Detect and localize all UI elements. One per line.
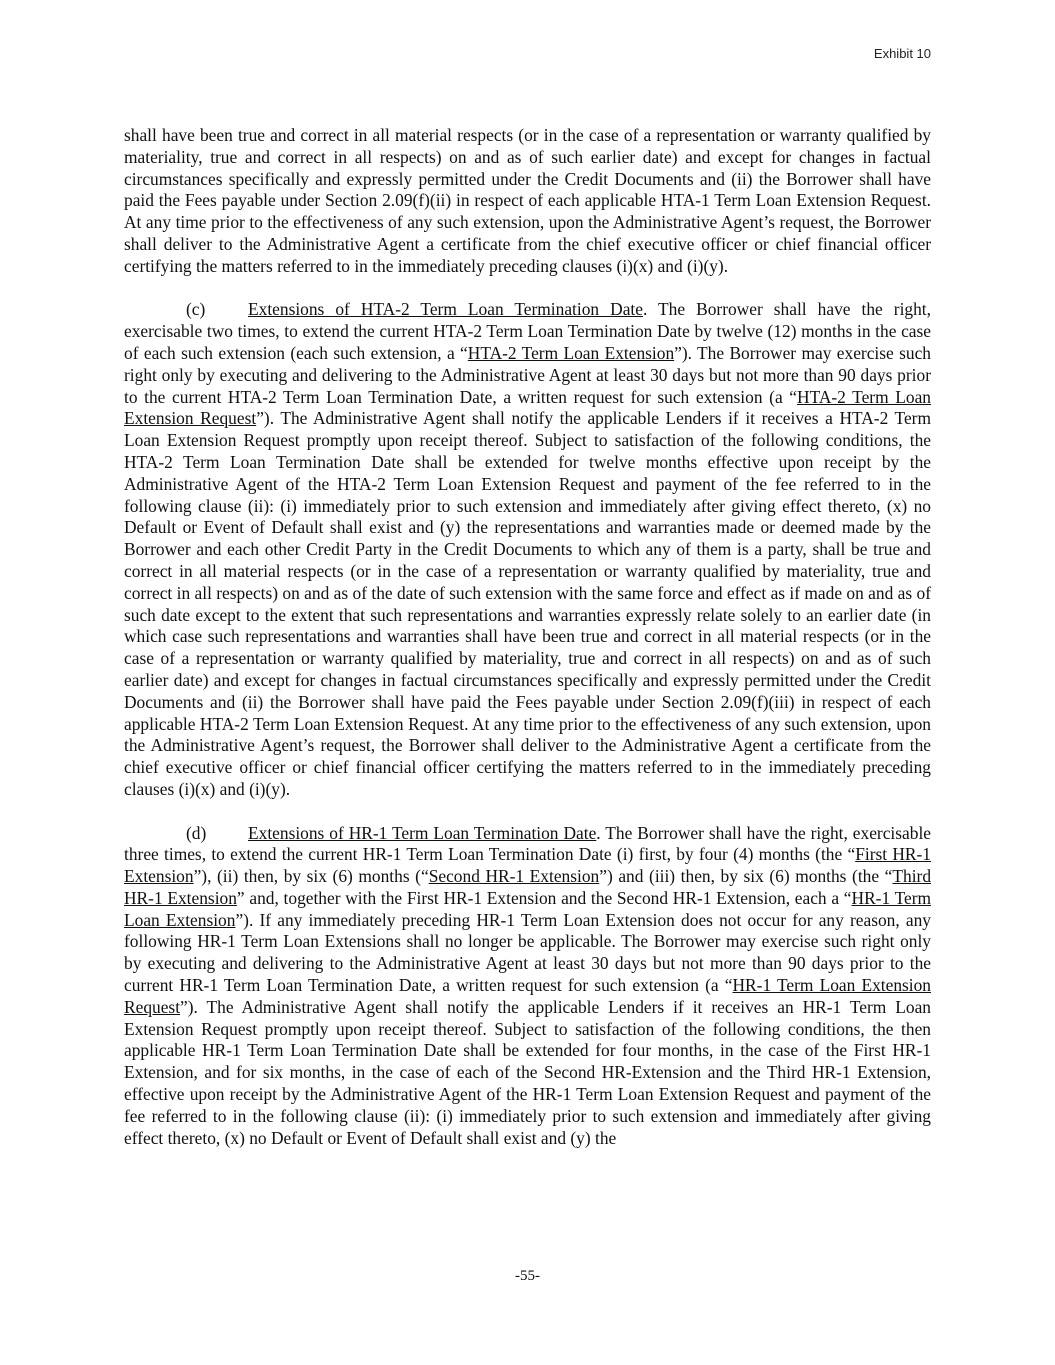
section-c-text: . The Borrower shall have the right, exercisable two times, to extend the current HTA-2 Term Loan Termination Date by twelve (12) months in the case of each such extension (each such extension, a “	[124, 299, 931, 363]
document-body	[124, 125, 931, 1149]
section-d-heading: Extensions of HR-1 Term Loan Termination Date	[248, 822, 597, 843]
section-c-heading: Extensions of HTA-2 Term Loan Termination Date	[248, 299, 643, 320]
defined-term: Second HR-1 Extension	[428, 866, 600, 887]
section-d-text: ”) and (iii) then, by six (6) months (the “	[599, 866, 893, 887]
section-d-text: ” and, together with the First HR-1 Extension and the Second HR-1 Extension, each a “	[236, 887, 852, 908]
paragraph-text: shall have been true and correct in all material respects (or in the case of a representation or warranty qualified by materiality, true and correct in all respects) on and as of such earlier date) and except for changes in factual circumstances specifically and expressly permitted under the Credit Documents and (ii) the Borrower shall have paid the Fees payable under Section 2.09(f)(ii) in respect of each applicable HTA-1 Term Loan Extension Request. At any time prior to the effectiveness of any such extension, upon the Administrative Agent’s request, the Borrower shall deliver to the Administrative Agent a certificate from the chief executive officer or chief financial officer certifying the matters referred to in the immediately preceding clauses (i)(x) and (i)(y).	[124, 125, 931, 276]
section-c-paragraph: (c) Extensions of HTA-2 Term Loan Termination Date. The Borrower shall have the right, exercisable two times, to extend the current HTA-2 Term Loan Termination Date by twelve (12) months in the case of each such extension (each such extension, a “HTA-2 Term Loan Extension”). The Borrower may exercise such right only by executing and delivering to the Administrative Agent at least 30 days but not more than 90 days prior to the current HTA-2 Term Loan Termination Date, a written request for such extension (a “HTA-2 Term Loan Extension Request”). The Administrative Agent shall notify the applicable Lenders if it receives a HTA-2 Term Loan Extension Request promptly upon receipt thereof. Subject to satisfaction of the following conditions, the HTA-2 Term Loan Termination Date shall be extended for twelve months effective upon receipt by the Administrative Agent of the HTA-2 Term Loan Extension Request and payment of the fee referred to in the following clause (ii): (i) immediately prior to such extension and immediately after giving effect thereto, (x) no Default or Event of Default shall exist and (y) the representations and warranties made or deemed made by the Borrower and each other Credit Party in the Credit Documents to which any of them is a party, shall be true and correct in all material respects (or in the case of a representation or warranty qualified by materiality, true and correct in all respects) on and as of the date of such extension with the same force and effect as if made on and as of such date except to the extent that such representations and warranties expressly relate solely to an earlier date (in which case such representations and warranties shall have been true and correct in all material respects (or in the case of a representation or warranty qualified by materiality, true and correct in all respects) on and as of such earlier date) and except for changes in factual circumstances specifically and expressly permitted under the Credit Documents and (ii) the Borrower shall have paid the Fees payable under Section 2.09(f)(iii) in respect of each applicable HTA-2 Term Loan Extension Request. At any time prior to the effectiveness of any such extension, upon the Administrative Agent’s request, the Borrower shall deliver to the Administrative Agent a certificate from the chief executive officer or chief financial officer certifying the matters referred to in the immediately preceding clauses (i)(x) and (i)(y).	[124, 299, 931, 799]
defined-term: HTA-2 Term Loan Extension Request	[124, 386, 931, 429]
defined-term: HR-1 Term Loan Extension	[124, 887, 932, 930]
defined-term: First HR-1 Extension	[124, 844, 931, 887]
exhibit-label: Exhibit 10	[873, 46, 931, 61]
defined-term: HTA-2 Term Loan Extension	[467, 342, 675, 363]
section-d-paragraph: (d) Extensions of HR-1 Term Loan Termination Date. The Borrower shall have the right, exercisable three times, to extend the current HR-1 Term Loan Termination Date (i) first, by four (4) months (the “First HR-1 Extension”), (ii) then, by six (6) months (“Second HR-1 Extension”) and (iii) then, by six (6) months (the “Third HR-1 Extension” and, together with the First HR-1 Extension and the Second HR-1 Extension, each a “HR-1 Term Loan Extension”). If any immediately preceding HR-1 Term Loan Extension does not occur for any reason, any following HR-1 Term Loan Extensions shall no longer be applicable. The Borrower may exercise such right only by executing and delivering to the Administrative Agent at least 30 days but not more than 90 days prior to the current HR-1 Term Loan Termination Date, a written request for such extension (a “HR-1 Term Loan Extension Request”). The Administrative Agent shall notify the applicable Lenders if it receives an HR-1 Term Loan Extension Request promptly upon receipt thereof. Subject to satisfaction of the following conditions, the then applicable HR-1 Term Loan Termination Date shall be extended for four months, in the case of the First HR-1 Extension, and for six months, in the case of each of the Second HR-Extension and the Third HR-1 Extension, effective upon receipt by the Administrative Agent of the HR-1 Term Loan Extension Request and payment of the fee referred to in the following clause (ii): (i) immediately prior to such extension and immediately after giving effect thereto, (x) no Default or Event of Default shall exist and (y) the	[124, 822, 932, 1148]
page-number: -55-	[515, 1268, 540, 1284]
section-d-text: ”). The Administrative Agent shall notify the applicable Lenders if it receives an HR-1 Term Loan Extension Request promptly upon receipt thereof. Subject to satisfaction of the following conditions, the then applicable HR-1 Term Loan Termination Date shall be extended for four months, in the case of the First HR-1 Extension, and for six months, in the case of each of the Second HR-Extension and the Third HR-1 Extension, effective upon receipt by the Administrative Agent of the HR-1 Term Loan Extension Request and payment of the fee referred to in the following clause (ii): (i) immediately prior to such extension and immediately after giving effect thereto, (x) no Default or Event of Default shall exist and (y) the	[124, 996, 931, 1148]
defined-term: Third HR-1 Extension	[124, 866, 932, 908]
continuation-paragraph	[124, 125, 931, 278]
section-d-text: ”). If any immediately preceding HR-1 Term Loan Extension does not occur for any reason, any following HR-1 Term Loan Extensions shall no longer be applicable. The Borrower may exercise such right only by executing and delivering to the Administrative Agent at least 30 days but not more than 90 days prior to the current HR-1 Term Loan Termination Date, a written request for such extension (a “	[124, 909, 931, 996]
section-d-text: ”), (ii) then, by six (6) months (“	[193, 866, 429, 887]
defined-term: HR-1 Term Loan Extension Request	[124, 975, 932, 1017]
section-c-text: ”). The Administrative Agent shall notify the applicable Lenders if it receives a HTA-2 Term Loan Extension Request promptly upon receipt thereof. Subject to satisfaction of the following conditions, the HTA-2 Term Loan Termination Date shall be extended for twelve months effective upon receipt by the Administrative Agent of the HTA-2 Term Loan Extension Request and payment of the fee referred to in the following clause (ii): (i) immediately prior to such extension and immediately after giving effect thereto, (x) no Default or Event of Default shall exist and (y) the representations and warranties made or deemed made by the Borrower and each other Credit Party in the Credit Documents to which any of them is a party, shall be true and correct in all material respects (or in the case of a representation or warranty qualified by materiality, true and correct in all respects) on and as of the date of such extension with the same force and effect as if made on and as of such date except to the extent that such representations and warranties expressly relate solely to an earlier date (in which case such representations and warranties shall have been true and correct in all material respects (or in the case of a representation or warranty qualified by materiality, true and correct in all respects) on and as of such earlier date) and except for changes in factual circumstances specifically and expressly permitted under the Credit Documents and (ii) the Borrower shall have paid the Fees payable under Section 2.09(f)(iii) in respect of each applicable HTA-2 Term Loan Extension Request. At any time prior to the effectiveness of any such extension, upon the Administrative Agent’s request, the Borrower shall deliver to the Administrative Agent a certificate from the chief executive officer or chief financial officer certifying the matters referred to in the immediately preceding clauses (i)(x) and (i)(y).	[124, 408, 931, 799]
section-d-text: . The Borrower shall have the right, exercisable three times, to extend the current HR-1 Term Loan Termination Date (i) first, by four (4) months (the “	[124, 822, 931, 865]
section-c-text: ”). The Borrower may exercise such right only by executing and delivering to the Administrative Agent at least 30 days but not more than 90 days prior to the current HTA-2 Term Loan Termination Date, a written request for such extension (a “	[124, 342, 931, 407]
